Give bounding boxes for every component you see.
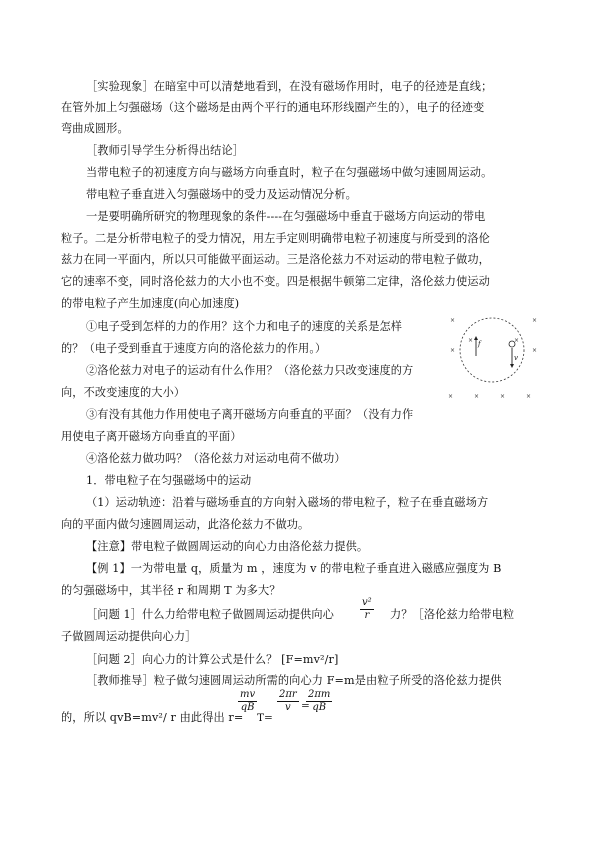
fraction-numerator: v²: [362, 597, 372, 608]
velocity-arrow-head: [510, 364, 514, 368]
question-a1-suffix: 力？［洛伦兹力给带电粒: [390, 608, 515, 621]
section-1-text-b: 向的平面内做匀速圆周运动，此洛伦兹力不做功。: [61, 518, 310, 531]
paragraph-analysis-2: 粒子。二是分析带电粒子的受力情况，用左手定则明确带电粒子初速度与所受到的洛伦: [61, 232, 490, 245]
force-label: f: [478, 340, 481, 348]
cross-mark: ×: [526, 393, 532, 400]
field-cross-marks: [448, 317, 537, 400]
paragraph-experiment-1: ［实验现象］在暗室中可以清楚地看到，在没有磁场作用时，电子的径迹是直线；: [86, 80, 493, 93]
question-3a: ③有没有其他力作用使电子离开磁场方向垂直的平面？（没有力作: [86, 408, 414, 421]
derivation-b-prefix: 的，所以 qvB=mv²/ r 由此得出 r=: [61, 711, 244, 724]
paragraph-analysis-5: 的带电粒子产生加速度(向心加速度): [61, 297, 240, 310]
cross-mark: ×: [468, 337, 474, 344]
cross-mark: ×: [532, 317, 538, 324]
cross-mark: ×: [450, 317, 456, 324]
paragraph-analysis-title: 带电粒子垂直进入匀强磁场中的受力及运动情况分析。: [86, 188, 357, 201]
fraction-denominator: qB: [240, 702, 255, 713]
cross-mark: ×: [450, 347, 456, 354]
question-a2: ［问题 2］向心力的计算公式是什么？ [F=mv²/r]: [86, 653, 339, 666]
paragraph-experiment-2: 在管外加上匀强磁场（这个磁场是由两个平行的通电环形线圈产生的），电子的径迹变: [61, 101, 485, 114]
fraction-denominator: v: [285, 702, 291, 713]
velocity-label: v: [514, 354, 518, 362]
charged-particle: [509, 341, 515, 347]
fraction-numerator: 2πm: [308, 689, 331, 700]
example-1b: 的匀强磁场中，其半径 r 和周期 T 为多大？: [61, 584, 281, 597]
cross-mark: ×: [500, 393, 506, 400]
fraction-numerator: mv: [240, 689, 256, 700]
section-heading-1: 1．带电粒子在匀强磁场中的运动: [86, 474, 252, 487]
question-1a: ①电子受到怎样的力的作用？这个力和电子的速度的关系是怎样: [86, 320, 403, 333]
question-1b: 的？（电子受到垂直于速度方向的洛伦兹力的作用。）: [61, 342, 327, 355]
question-2b: 向，不改变速度的大小）: [61, 386, 186, 399]
paragraph-analysis-3: 兹力在同一平面内，所以只可能做平面运动。三是洛伦兹力不对运动的带电粒子做功，: [61, 253, 490, 266]
fraction-r-formula: [238, 689, 257, 714]
section-1-text-a: （1）运动轨迹：沿着与磁场垂直的方向射入磁场的带电粒子，粒子在垂直磁场方: [86, 496, 489, 509]
question-a1-prefix: ［问题 1］什么力给带电粒子做圆周运动提供向心: [86, 608, 334, 621]
fraction-denominator: r: [364, 610, 370, 621]
circular-trajectory: [460, 318, 524, 382]
example-1a: 【例 1】一为带电量 q，质量为 m ，速度为 v 的带电粒子垂直进入磁感应强度为 B: [86, 562, 502, 575]
fraction-2pir-over-v: [277, 689, 299, 714]
fraction-numerator: 2πr: [279, 689, 297, 700]
paragraph-experiment-3: 弯曲成圆形。: [61, 122, 129, 135]
heading-teacher-guide: ［教师引导学生分析得出结论］: [86, 144, 245, 157]
fraction-2pim-over-qb: [306, 689, 332, 714]
fraction-denominator: qB: [312, 702, 327, 713]
question-2a: ②洛伦兹力对电子的运动有什么作用？（洛伦兹力只改变速度的方: [86, 364, 414, 377]
question-4: ④洛伦兹力做功吗？（洛伦兹力对运动电荷不做功）: [86, 452, 346, 465]
derivation-a: ［教师推导］粒子做匀速圆周运动所需的向心力 F=m是由粒子所受的洛伦兹力提供: [86, 674, 502, 687]
note-paragraph: 【注意】带电粒子做圆周运动的向心力由洛伦兹力提供。: [86, 540, 369, 553]
magnetic-field-circle-diagram: [440, 308, 550, 403]
paragraph-analysis-1: 一是要明确所研究的物理现象的条件----在匀强磁场中垂直于磁场方向运动的带电: [86, 210, 486, 223]
fraction-v2-over-r: [360, 597, 374, 622]
paragraph-conclusion: 当带电粒子的初速度方向与磁场方向垂直时，粒子在匀强磁场中做匀速圆周运动。: [86, 166, 493, 179]
cross-mark: ×: [514, 337, 520, 344]
cross-mark: ×: [474, 393, 480, 400]
paragraph-analysis-4: 它的速率不变，同时洛伦兹力的大小也不变。四是根据牛顿第二定律，洛伦兹力使运动: [61, 275, 490, 288]
question-a1-b: 子做圆周运动提供向心力］: [61, 630, 197, 643]
period-label: T=: [257, 712, 273, 724]
question-3b: 用使电子离开磁场方向垂直的平面）: [61, 430, 242, 443]
cross-mark: ×: [448, 393, 454, 400]
equals-sign: =: [301, 700, 310, 712]
cross-mark: ×: [532, 347, 538, 354]
